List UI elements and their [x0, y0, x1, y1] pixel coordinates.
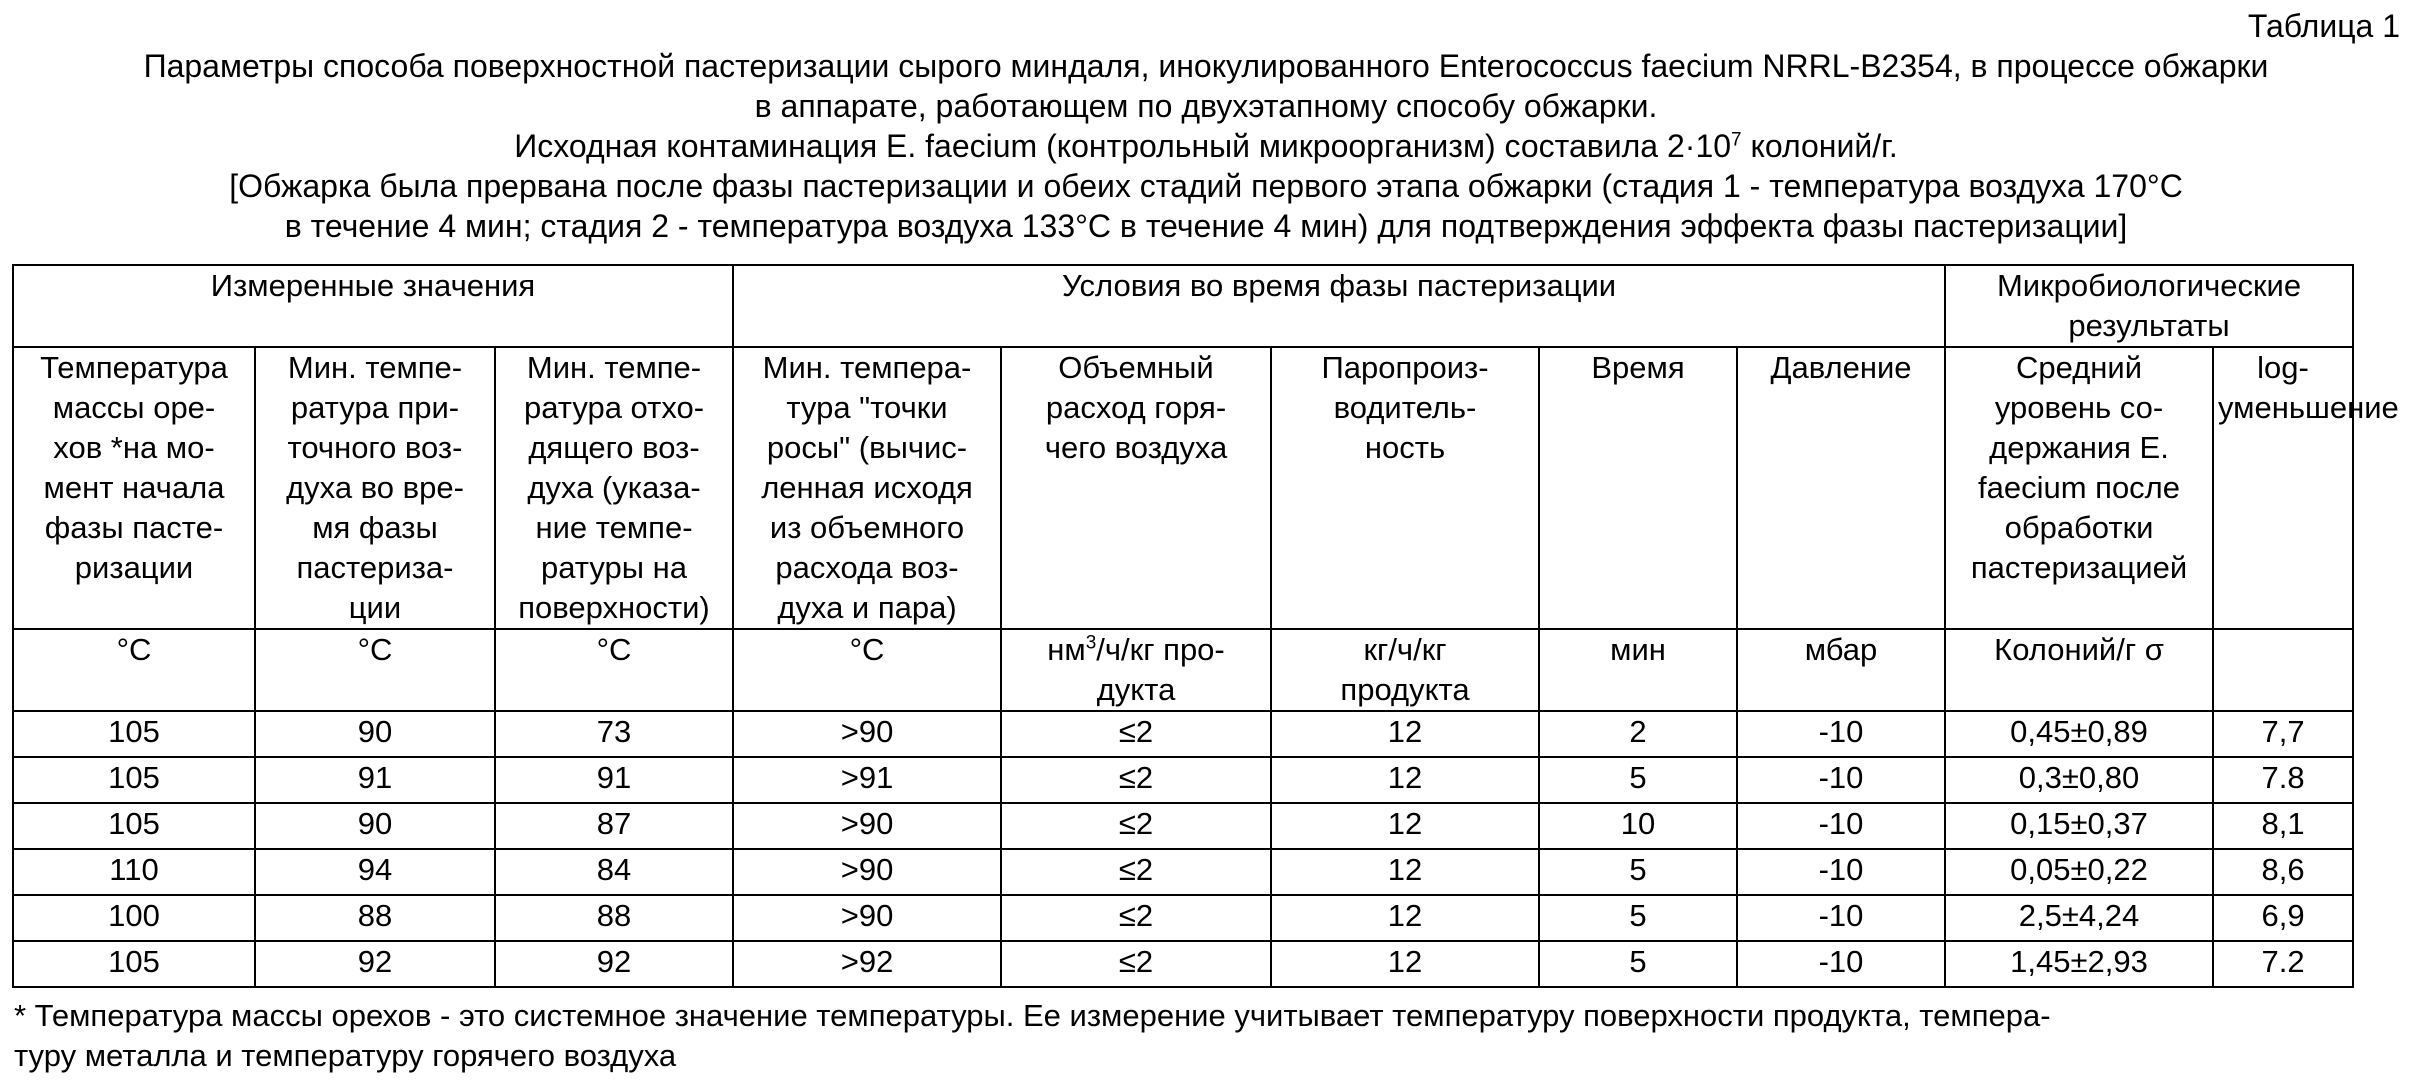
- table-cell: 110: [13, 849, 255, 895]
- group-conditions: Условия во время фазы пастеризации: [733, 265, 1945, 347]
- note-line: в течение 4 мин; стадия 2 - температура воздуха 133°С в течение 4 мин) для подтверждения эффекта фазы пастеризации]: [284, 208, 2128, 244]
- table-cell: >90: [733, 711, 1001, 757]
- column-header-row: [13, 347, 2353, 629]
- table-cell: 6,9: [2213, 895, 2353, 941]
- table-row: [13, 711, 2353, 757]
- table-cell: -10: [1737, 757, 1945, 803]
- col-nut-mass-temp: Температура массы оре- хов *на мо- мент начала фазы пасте- ризации: [13, 347, 255, 629]
- unit-cell: [1001, 629, 1271, 711]
- table-cell: ≤2: [1001, 711, 1271, 757]
- col-steam-output: Паропроиз- водитель- ность: [1271, 347, 1539, 629]
- unit-cell: °С: [13, 629, 255, 711]
- table-cell: 7.8: [2213, 757, 2353, 803]
- note-line: [Обжарка была прервана после фазы пастеризации и обеих стадий первого этапа обжарки (стадия 1 - температура воздуха 170°С: [229, 168, 2183, 204]
- contamination-text: Исходная контаминация E. faecium (контрольный микроорганизм) составила 2·10: [514, 128, 1732, 164]
- table-cell: ≤2: [1001, 941, 1271, 987]
- table-cell: 88: [495, 895, 733, 941]
- table-cell: ≤2: [1001, 849, 1271, 895]
- table-cell: 12: [1271, 803, 1539, 849]
- table-cell: 91: [495, 757, 733, 803]
- table-cell: 5: [1539, 941, 1737, 987]
- contamination-exponent: 7: [1731, 129, 1742, 151]
- group-header-row: [13, 265, 2353, 347]
- table-cell: 5: [1539, 849, 1737, 895]
- table-cell: 92: [255, 941, 495, 987]
- contamination-line: [0, 126, 2412, 166]
- table-row: [13, 849, 2353, 895]
- group-micro: Микробиологические результаты: [1945, 265, 2353, 347]
- table-cell: 7.2: [2213, 941, 2353, 987]
- unit-cell: °С: [733, 629, 1001, 711]
- table-cell: 7,7: [2213, 711, 2353, 757]
- unit-cell: мин: [1539, 629, 1737, 711]
- table-row: [13, 803, 2353, 849]
- col-time: Время: [1539, 347, 1737, 629]
- table-row: [13, 895, 2353, 941]
- col-avg-level: Средний уровень со- держания E. faecium после обработки пастеризацией: [1945, 347, 2213, 629]
- table-cell: >91: [733, 757, 1001, 803]
- table-cell: -10: [1737, 849, 1945, 895]
- col-exhaust-air-temp: Мин. темпе- ратура отхо- дящего воз- духа (указа- ние темпе- ратуры на поверхности): [495, 347, 733, 629]
- col-pressure: Давление: [1737, 347, 1945, 629]
- table-cell: 12: [1271, 895, 1539, 941]
- table-cell: 94: [255, 849, 495, 895]
- table-cell: 0,45±0,89: [1945, 711, 2213, 757]
- table-number: Таблица 1: [2247, 8, 2400, 44]
- table-cell: 92: [495, 941, 733, 987]
- unit-cell: мбар: [1737, 629, 1945, 711]
- caption-line: в аппарате, работающем по двухэтапному способу обжарки.: [754, 88, 1658, 124]
- table-row: [13, 941, 2353, 987]
- table-cell: 12: [1271, 711, 1539, 757]
- table-cell: >90: [733, 895, 1001, 941]
- unit-cell: Колоний/г σ: [1945, 629, 2213, 711]
- table-cell: 12: [1271, 941, 1539, 987]
- table-cell: 90: [255, 803, 495, 849]
- table-cell: 5: [1539, 757, 1737, 803]
- table-cell: 87: [495, 803, 733, 849]
- contamination-suffix: колоний/г.: [1741, 128, 1898, 164]
- table-cell: 12: [1271, 849, 1539, 895]
- group-measured: Измеренные значения: [13, 265, 733, 347]
- unit-cell: °С: [255, 629, 495, 711]
- table-cell: 105: [13, 941, 255, 987]
- table-cell: 8,1: [2213, 803, 2353, 849]
- table-cell: >90: [733, 849, 1001, 895]
- unit-cell: °С: [495, 629, 733, 711]
- table-cell: -10: [1737, 941, 1945, 987]
- table-cell: -10: [1737, 711, 1945, 757]
- table-caption: [0, 46, 2412, 246]
- table-row: [13, 757, 2353, 803]
- table-cell: 0,3±0,80: [1945, 757, 2213, 803]
- table-cell: 84: [495, 849, 733, 895]
- table-cell: 8,6: [2213, 849, 2353, 895]
- table-cell: 88: [255, 895, 495, 941]
- table-cell: 91: [255, 757, 495, 803]
- table-cell: 5: [1539, 895, 1737, 941]
- table-cell: 105: [13, 711, 255, 757]
- units-row: [13, 629, 2353, 711]
- unit-cell: кг/ч/кг продукта: [1271, 629, 1539, 711]
- table-cell: -10: [1737, 895, 1945, 941]
- col-air-flow: Объемный расход горя- чего воздуха: [1001, 347, 1271, 629]
- table-cell: 10: [1539, 803, 1737, 849]
- unit-cell: [2213, 629, 2353, 711]
- table-cell: -10: [1737, 803, 1945, 849]
- table-cell: ≤2: [1001, 757, 1271, 803]
- table-cell: 12: [1271, 757, 1539, 803]
- table-cell: ≤2: [1001, 803, 1271, 849]
- table-cell: 2,5±4,24: [1945, 895, 2213, 941]
- col-log-reduction: log- уменьшение: [2213, 347, 2353, 629]
- footnote: * Температура массы орехов - это системное значение температуры. Ее измерение учитывает температуру поверхности продукта, темпера- туру металла и температуру горячего воздуха: [14, 998, 2051, 1073]
- table-cell: 90: [255, 711, 495, 757]
- table-cell: 73: [495, 711, 733, 757]
- pasteurization-table: [12, 264, 2399, 988]
- table-cell: 105: [13, 757, 255, 803]
- table-cell: ≤2: [1001, 895, 1271, 941]
- col-dew-point: Мин. темпера- тура "точки росы" (вычис- ленная исходя из объемного расхода воз- духа и пара): [733, 347, 1001, 629]
- unit-air-flow-base: нм: [1047, 632, 1086, 667]
- col-inlet-air-temp: Мин. темпе- ратура при- точного воз- духа во вре- мя фазы пастериза- ции: [255, 347, 495, 629]
- table-cell: 2: [1539, 711, 1737, 757]
- unit-air-flow-rest: /ч/кг про- дукта: [1096, 632, 1225, 707]
- table-cell: 105: [13, 803, 255, 849]
- caption-line: Параметры способа поверхностной пастеризации сырого миндаля, инокулированного Enterococcus faecium NRRL-B2354, в процессе обжарки: [143, 48, 2269, 84]
- table-cell: 0,15±0,37: [1945, 803, 2213, 849]
- table-cell: >92: [733, 941, 1001, 987]
- unit-air-flow-exp: 3: [1085, 632, 1097, 654]
- table-cell: >90: [733, 803, 1001, 849]
- table-cell: 1,45±2,93: [1945, 941, 2213, 987]
- table-cell: 100: [13, 895, 255, 941]
- table-cell: 0,05±0,22: [1945, 849, 2213, 895]
